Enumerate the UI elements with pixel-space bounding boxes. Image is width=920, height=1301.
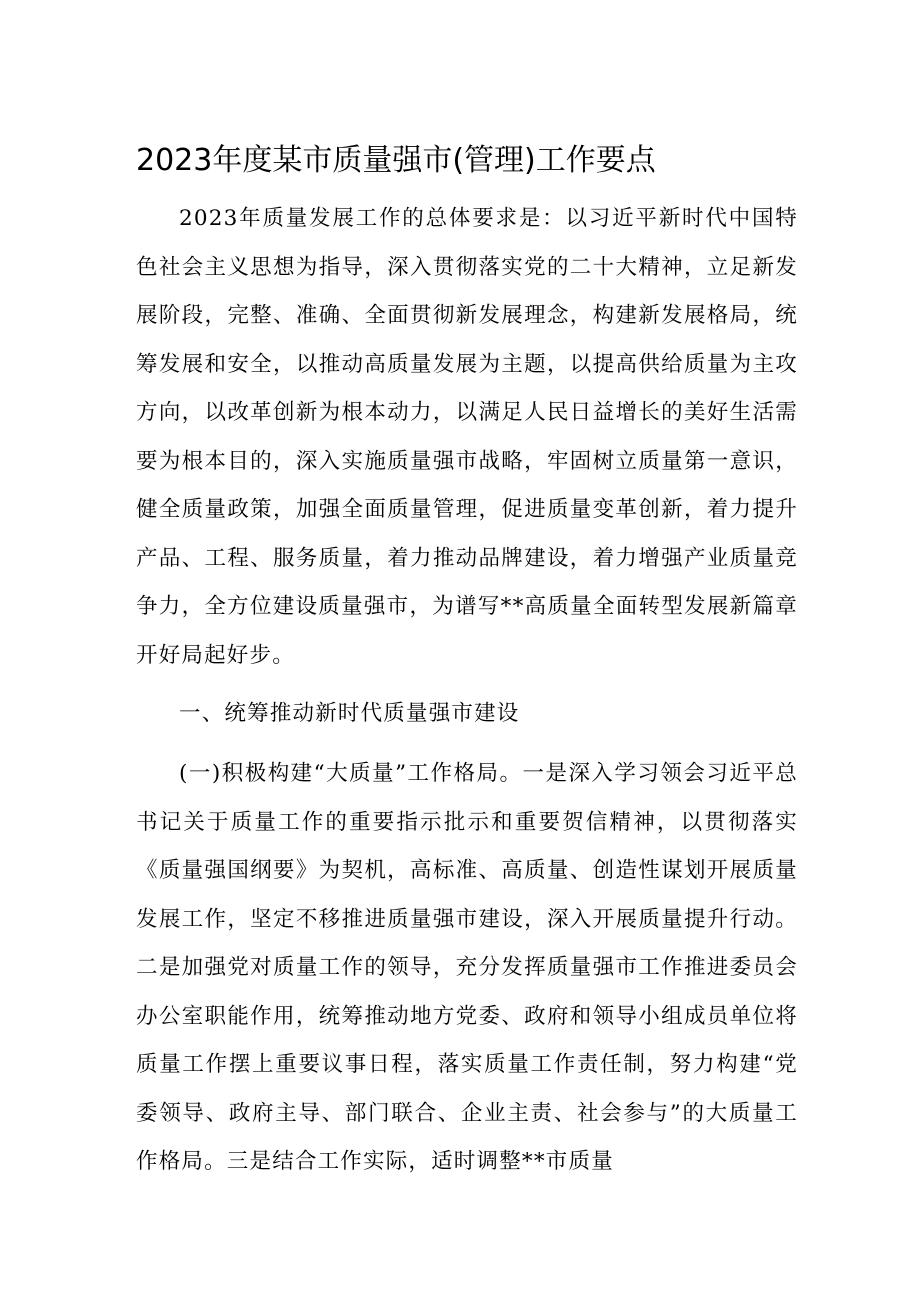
document-title: 2023年度某市质量强市(管理)工作要点	[136, 143, 656, 178]
section-one-paragraph: (一)积极构建“大质量”工作格局。一是深入学习领会习近平总书记关于质量工作的重要指示批示和重要贺信精神，以贯彻落实《质量强国纲要》为契机，高标准、高质量、创造性谋划开展质量发展工作，坚定不移推进质量强市建设，深入开展质量提升行动。二是加强党对质量工作的领导，充分发挥质量强市工作推进委员会办公室职能作用，统筹推动地方党委、政府和领导小组成员单位将质量工作摆上重要议事日程，落实质量工作责任制，努力构建“党委领导、政府主导、部门联合、企业主责、社会参与”的大质量工作格局。三是结合工作实际，适时调整**市质量	[136, 761, 798, 1174]
intro-paragraph: 2023年质量发展工作的总体要求是：以习近平新时代中国特色社会主义思想为指导，深入贯彻落实党的二十大精神，立足新发展阶段，完整、准确、全面贯彻新发展理念，构建新发展格局，统筹发展和安全，以推动高质量发展为主题，以提高供给质量为主攻方向，以改革创新为根本动力，以满足人民日益增长的美好生活需要为根本目的，深入实施质量强市战略，牢固树立质量第一意识，健全质量政策，加强全面质量管理，促进质量变革创新，着力提升产品、工程、服务质量，着力推动品牌建设，着力增强产业质量竞争力，全方位建设质量强市，为谱写**高质量全面转型发展新篇章开好局起好步。	[136, 206, 798, 668]
section-one-heading: 一、统筹推动新时代质量强市建设	[179, 701, 520, 726]
